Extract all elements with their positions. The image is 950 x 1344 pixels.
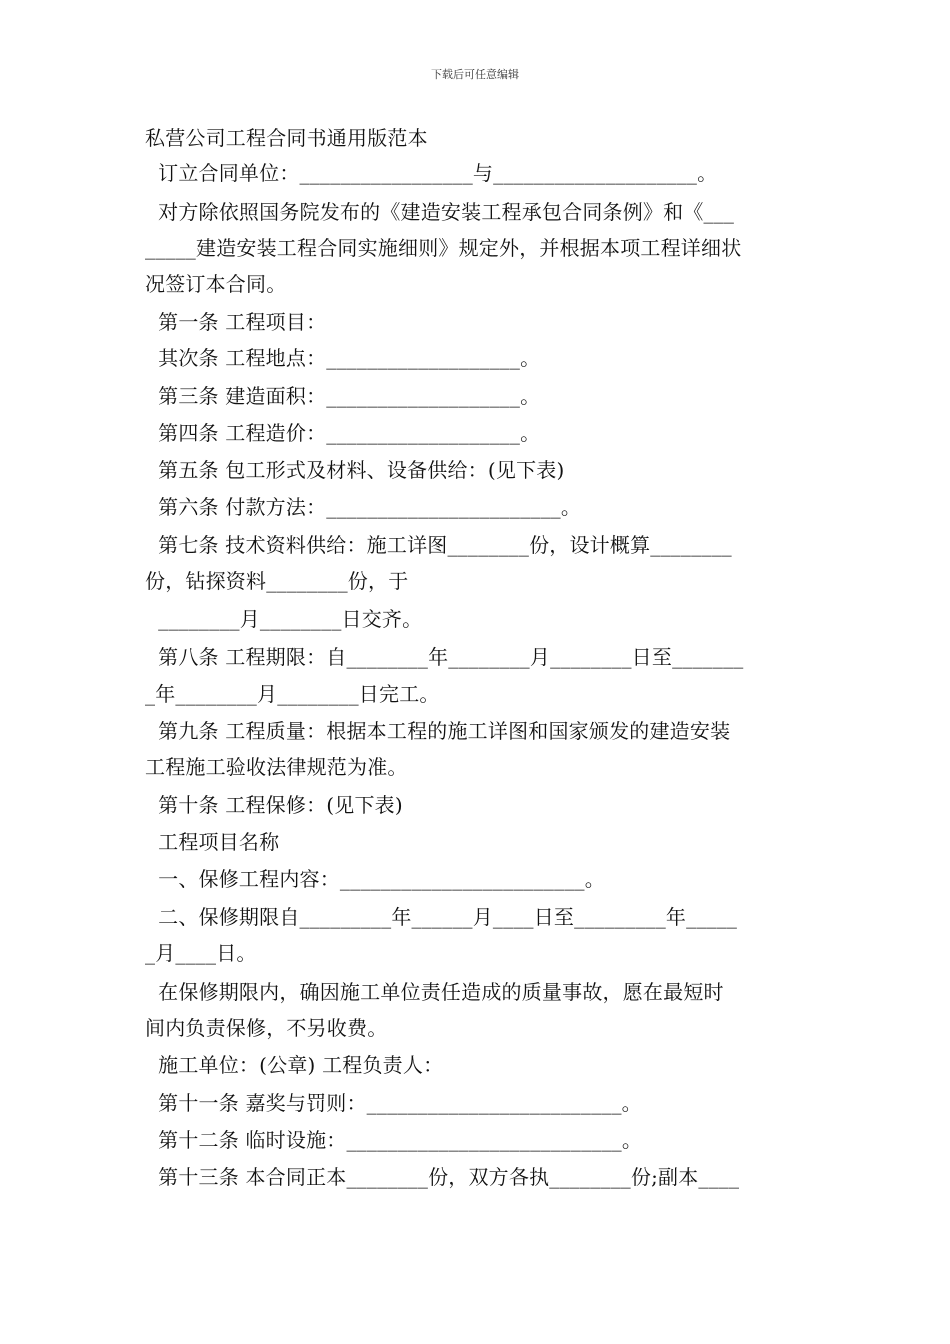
doc-line: _____建造安装工程合同实施细则》规定外，并根据本项工程详细状 xyxy=(145,236,742,260)
doc-line: 第六条 付款方法：_______________________。 xyxy=(145,495,582,519)
doc-line: ________月________日交齐。 xyxy=(145,607,423,631)
doc-title: 私营公司工程合同书通用版范本 xyxy=(145,126,428,150)
doc-line: 份，钻探资料________份，于 xyxy=(145,569,409,593)
doc-line: 对方除依照国务院发布的《建造安装工程承包合同条例》和《___ xyxy=(145,200,735,224)
doc-line: 第四条 工程造价：___________________。 xyxy=(145,421,541,445)
doc-line: 工程项目名称 xyxy=(145,830,280,854)
doc-line: 第五条 包工形式及材料、设备供给：(见下表) xyxy=(145,458,565,482)
doc-line: 第九条 工程质量：根据本工程的施工详图和国家颁发的建造安装 xyxy=(145,719,731,743)
doc-line: 第十二条 临时设施：___________________________。 xyxy=(145,1128,643,1152)
page-header-note: 下载后可任意编辑 xyxy=(431,68,519,81)
doc-line: 在保修期限内，确因施工单位责任造成的质量事故，愿在最短时 xyxy=(145,980,724,1004)
doc-line: 订立合同单位：_________________与____________________。 xyxy=(145,161,718,185)
doc-line: 第十三条 本合同正本________份，双方各执________份;副本____ xyxy=(145,1165,740,1189)
doc-line: 其次条 工程地点：___________________。 xyxy=(145,346,541,370)
doc-line: 二、保修期限自_________年______月____日至_________年_____ xyxy=(145,905,738,929)
doc-line: _月____日。 xyxy=(145,941,257,965)
doc-line: 第八条 工程期限：自________年________月________日至_______ xyxy=(145,645,744,669)
doc-line: 第三条 建造面积：___________________。 xyxy=(145,384,541,408)
doc-line: 况签订本合同。 xyxy=(145,272,287,296)
doc-line: 工程施工验收法律规范为准。 xyxy=(145,755,408,779)
doc-line: 第十一条 嘉奖与罚则：_________________________。 xyxy=(145,1091,642,1115)
doc-line: 施工单位：(公章) 工程负责人： xyxy=(145,1053,444,1077)
doc-line: 间内负责保修，不另收费。 xyxy=(145,1016,388,1040)
doc-line: 第十条 工程保修：(见下表) xyxy=(145,793,403,817)
doc-line: 第一条 工程项目： xyxy=(145,310,327,334)
doc-line: 第七条 技术资料供给：施工详图________份，设计概算________ xyxy=(145,533,732,557)
doc-line: 一、保修工程内容：________________________。 xyxy=(145,867,605,891)
doc-line: _年________月________日完工。 xyxy=(145,682,440,706)
